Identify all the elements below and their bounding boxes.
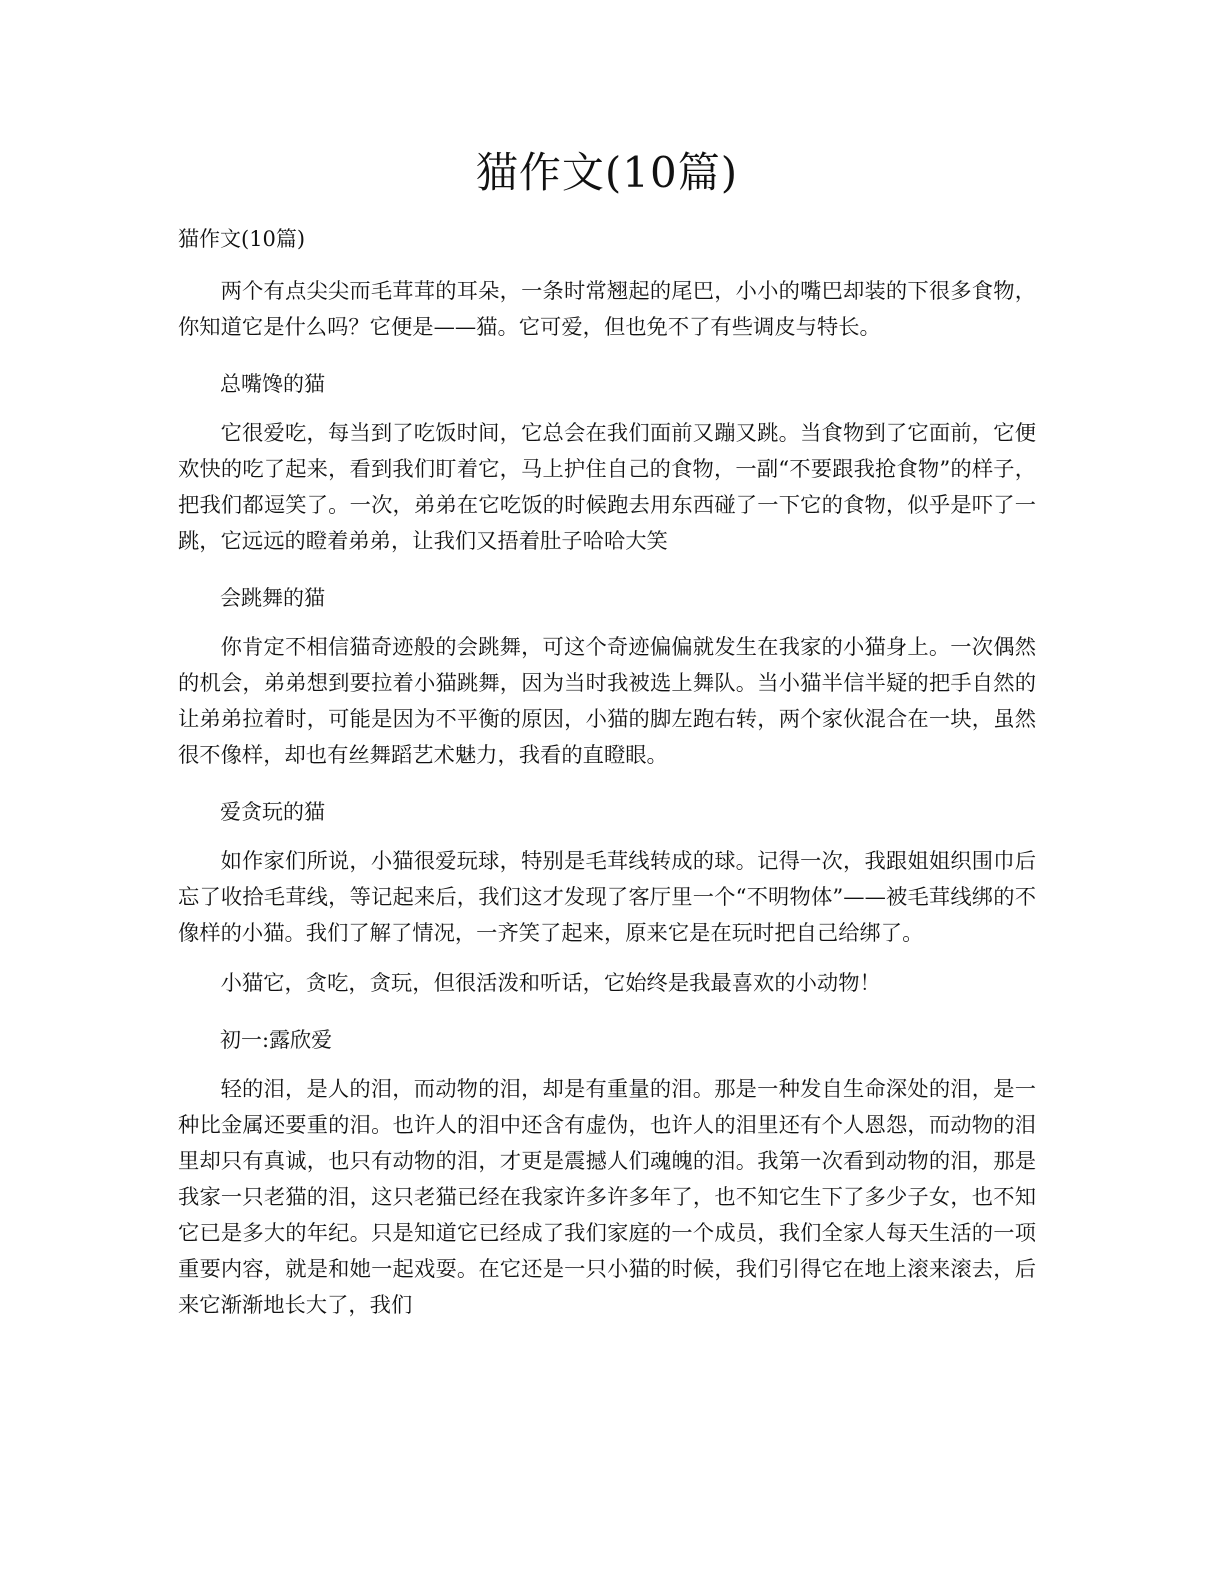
document-page xyxy=(178,0,1036,1324)
paragraph-conclusion: 小猫它，贪吃，贪玩，但很活泼和听话，它始终是我最喜欢的小动物！ xyxy=(220,971,881,996)
paragraph-playful-cat: 如作家们所说，小猫很爱玩球，特别是毛茸线转成的球。记得一次，我跟姐姐织围巾后忘了收拾毛茸线，等记起来后，我们这才发现了客厅里一个“不明物体”——被毛茸线绑的不像样的小猫。我们了解了情况，一齐笑了起来，原来它是在玩时把自己给绑了。 xyxy=(178,849,1036,946)
section-heading-playful-cat: 爱贪玩的猫 xyxy=(220,800,325,824)
document-title: 猫作文(10篇) xyxy=(475,148,739,197)
paragraph-greedy-cat: 它很爱吃，每当到了吃饭时间，它总会在我们面前又蹦又跳。当食物到了它面前，它便欢快的吃了起来，看到我们盯着它，马上护住自己的食物，一副“不要跟我抢食物”的样子，把我们都逗笑了。一次，弟弟在它吃饭的时候跑去用东西碰了一下它的食物，似乎是吓了一跳，它远远的瞪着弟弟，让我们又捂着肚子哈哈大笑 xyxy=(178,421,1036,554)
paragraph-dancing-cat: 你肯定不相信猫奇迹般的会跳舞，可这个奇迹偏偏就发生在我家的小猫身上。一次偶然的机会，弟弟想到要拉着小猫跳舞，因为当时我被选上舞队。当小猫半信半疑的把手自然的让弟弟拉着时，可能是因为不平衡的原因，小猫的脚左跑右转，两个家伙混合在一块，虽然很不像样，却也有丝舞蹈艺术魅力，我看的直瞪眼。 xyxy=(178,635,1036,768)
paragraph-intro: 两个有点尖尖而毛茸茸的耳朵，一条时常翘起的尾巴，小小的嘴巴却装的下很多食物，你知道它是什么吗？它便是——猫。它可爱，但也免不了有些调皮与特长。 xyxy=(178,279,1036,340)
section-heading-greedy-cat: 总嘴馋的猫 xyxy=(220,372,325,396)
section-heading-dancing-cat: 会跳舞的猫 xyxy=(220,586,325,610)
paragraph-cat-tears: 轻的泪，是人的泪，而动物的泪，却是有重量的泪。那是一种发自生命深处的泪，是一种比金属还要重的泪。也许人的泪中还含有虚伪，也许人的泪里还有个人恩怨，而动物的泪里却只有真诚，也只有动物的泪，才更是震撼人们魂魄的泪。我第一次看到动物的泪，那是我家一只老猫的泪，这只老猫已经在我家许多许多年了，也不知它生下了多少子女，也不知它已是多大的年纪。只是知道它已经成了我们家庭的一个成员，我们全家人每天生活的一项重要内容，就是和她一起戏耍。在它还是一只小猫的时候，我们引得它在地上滚来滚去，后来它渐渐地长大了，我们 xyxy=(178,1077,1036,1318)
document-subtitle: 猫作文(10篇) xyxy=(178,227,306,251)
author-line: 初一:露欣爱 xyxy=(220,1028,333,1052)
